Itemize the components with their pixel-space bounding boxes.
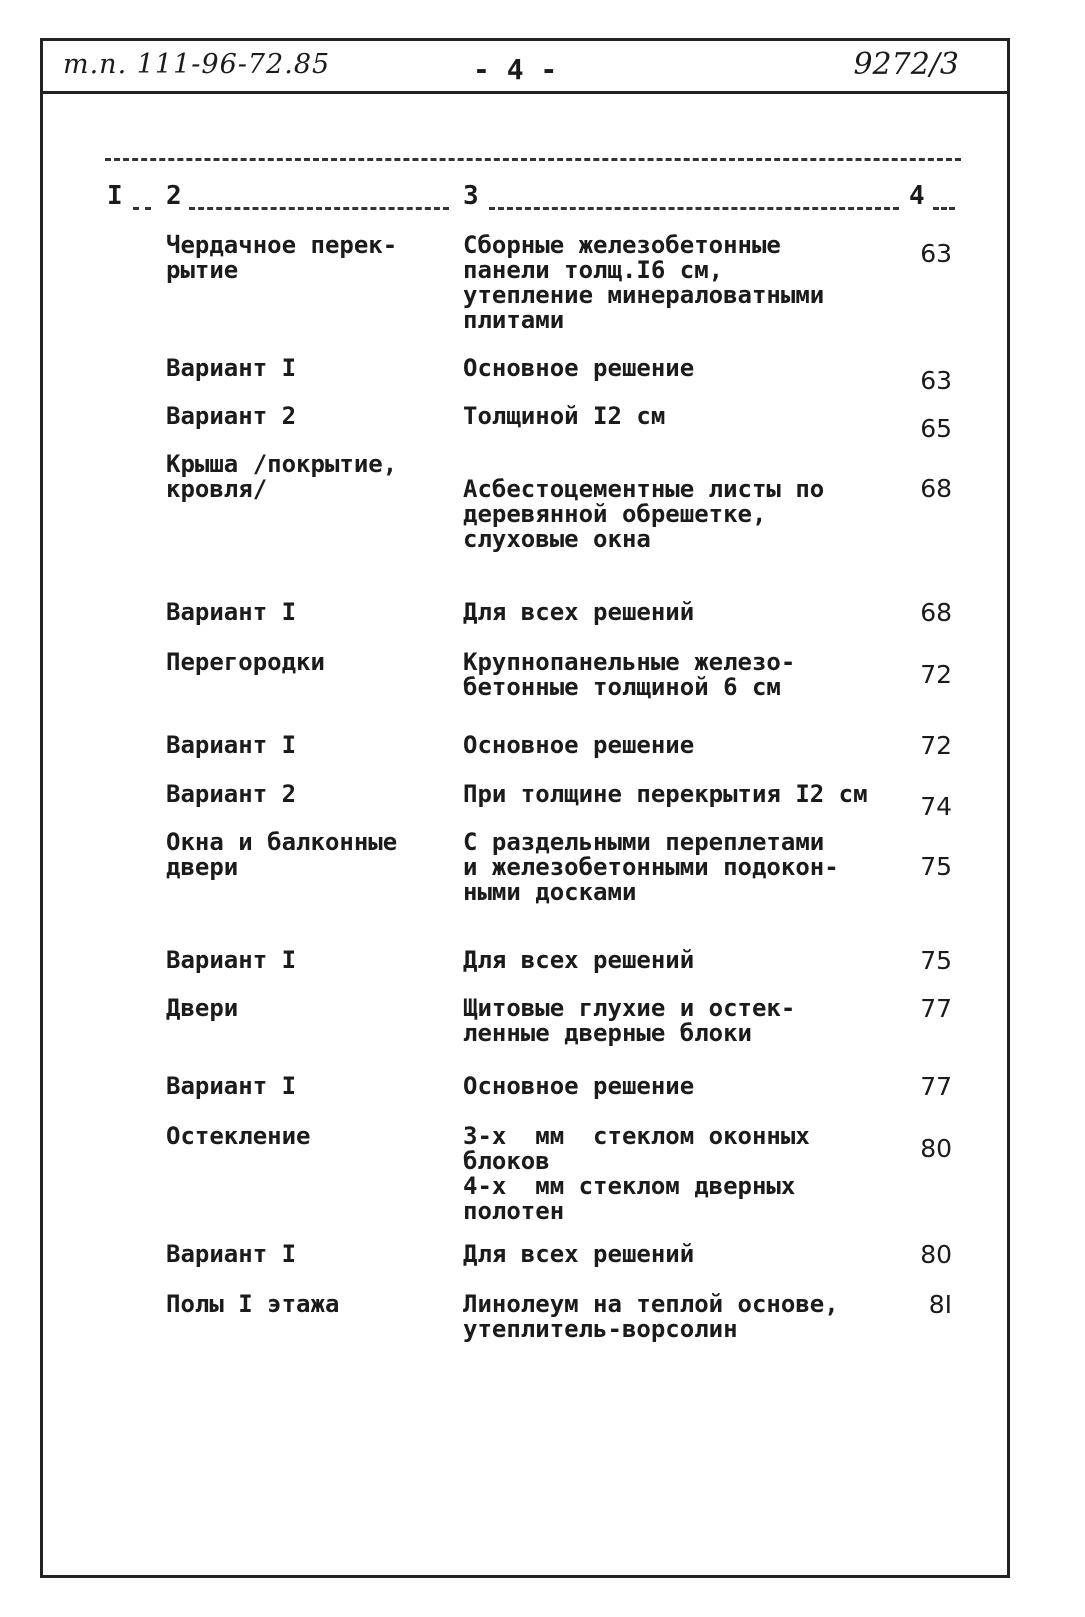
item-page: 63 xyxy=(920,239,952,268)
item-description xyxy=(463,996,903,1046)
item-name xyxy=(166,404,446,429)
item-description-line: ными досками xyxy=(463,878,637,906)
item-name-line: Полы I этажа xyxy=(166,1290,340,1318)
column-header-1: I xyxy=(107,181,123,211)
item-description-line: Для всех решений xyxy=(463,598,695,626)
item-name-line: Перегородки xyxy=(166,648,325,676)
item-name xyxy=(166,996,446,1021)
table-top-rule xyxy=(105,158,961,161)
item-page: 63 xyxy=(920,366,952,395)
item-page: 75 xyxy=(920,852,952,881)
column-header-4: 4 xyxy=(909,181,925,211)
item-description-line: ленные дверные блоки xyxy=(463,1019,752,1047)
page-frame xyxy=(40,38,1010,1578)
item-description xyxy=(463,452,903,552)
item-name-line: Вариант 2 xyxy=(166,402,297,430)
item-description xyxy=(463,782,903,807)
item-description-line: утепление минераловатными xyxy=(463,281,825,309)
item-name xyxy=(166,1124,446,1149)
header-divider xyxy=(43,91,1007,94)
item-description-line: Для всех решений xyxy=(463,1240,695,1268)
item-description-line: полотен xyxy=(463,1197,565,1225)
item-description-line: Основное решение xyxy=(463,1072,695,1100)
item-description-line: Сборные железобетонные xyxy=(463,231,781,259)
item-name-line: Вариант I xyxy=(166,1240,297,1268)
item-description xyxy=(463,948,903,973)
item-name-line: кровля/ xyxy=(166,475,268,503)
column-header-dash xyxy=(189,207,449,210)
item-page: 80 xyxy=(920,1134,952,1163)
item-page: 72 xyxy=(920,660,952,689)
item-description xyxy=(463,356,903,381)
item-description-line: Линолеум на теплой основе, xyxy=(463,1290,839,1318)
item-description-line: Основное решение xyxy=(463,354,695,382)
item-description-line: панели толщ.I6 см, xyxy=(463,256,724,284)
item-description-line: При толщине перекрытия I2 см xyxy=(463,780,868,808)
item-name-line: Вариант I xyxy=(166,354,297,382)
item-page: 68 xyxy=(920,474,952,503)
item-page: 68 xyxy=(920,598,952,627)
item-description-line: Толщиной I2 см xyxy=(463,402,666,430)
item-description-line: плитами xyxy=(463,306,565,334)
item-description xyxy=(463,650,903,700)
item-name xyxy=(166,650,446,675)
item-name xyxy=(166,452,446,502)
sheet-code: 9272/3 xyxy=(853,47,959,82)
column-header-dash xyxy=(933,207,955,210)
item-page: 65 xyxy=(920,414,952,443)
item-name-line: Вариант I xyxy=(166,1072,297,1100)
item-name-line: Остекление xyxy=(166,1122,311,1150)
item-page: 77 xyxy=(920,1072,952,1101)
item-description-line: Основное решение xyxy=(463,731,695,759)
item-name xyxy=(166,600,446,625)
item-description-line: слуховые окна xyxy=(463,525,651,553)
item-name-line: Вариант 2 xyxy=(166,780,297,808)
item-description-line: Крупнопанельные железо- xyxy=(463,648,796,676)
item-name-line: Двери xyxy=(166,994,239,1022)
item-description xyxy=(463,600,903,625)
item-page: 74 xyxy=(920,792,952,821)
item-page: 72 xyxy=(920,731,952,760)
item-description-line: 4-х мм стеклом дверных xyxy=(463,1172,796,1200)
item-name xyxy=(166,733,446,758)
document-code: т.п. 111-96-72.85 xyxy=(63,49,331,80)
item-description xyxy=(463,830,903,905)
item-description xyxy=(463,233,903,333)
item-description xyxy=(463,404,903,429)
item-page: 75 xyxy=(920,946,952,975)
item-description-line: утеплитель-ворсолин xyxy=(463,1315,738,1343)
item-description-line: деревянной обрешетке, xyxy=(463,500,767,528)
column-header-dash xyxy=(489,207,899,210)
item-name xyxy=(166,1074,446,1099)
item-description-line: и железобетонными подокон- xyxy=(463,853,839,881)
item-description-line: Щитовые глухие и остек- xyxy=(463,994,796,1022)
item-page: 80 xyxy=(920,1240,952,1269)
item-name-line: Окна и балконные xyxy=(166,828,398,856)
item-page: 77 xyxy=(920,994,952,1023)
page-number: - 4 - xyxy=(473,53,558,86)
item-description-line xyxy=(463,452,903,477)
item-name-line: Вариант I xyxy=(166,946,297,974)
item-name xyxy=(166,1292,446,1317)
item-name-line: Чердачное перек- xyxy=(166,231,398,259)
item-description xyxy=(463,1292,903,1342)
item-description-line: бетонные толщиной 6 см xyxy=(463,673,781,701)
item-name xyxy=(166,948,446,973)
item-name xyxy=(166,233,446,283)
item-name xyxy=(166,830,446,880)
item-description-line: Для всех решений xyxy=(463,946,695,974)
item-description xyxy=(463,733,903,758)
item-description xyxy=(463,1074,903,1099)
item-description-line: Асбестоцементные листы по xyxy=(463,475,825,503)
item-name-line: Крыша /покрытие, xyxy=(166,450,398,478)
item-description-line: 3-х мм стеклом оконных xyxy=(463,1122,810,1150)
item-description-line: блоков xyxy=(463,1147,550,1175)
item-name xyxy=(166,356,446,381)
item-name-line: двери xyxy=(166,853,239,881)
item-name-line: Вариант I xyxy=(166,731,297,759)
item-name-line: рытие xyxy=(166,256,239,284)
item-description xyxy=(463,1242,903,1267)
column-header-2: 2 xyxy=(166,181,182,211)
column-header-dash xyxy=(133,207,151,210)
item-name-line: Вариант I xyxy=(166,598,297,626)
item-description-line: С раздельными переплетами xyxy=(463,828,825,856)
item-page: 8I xyxy=(928,1290,952,1319)
item-description xyxy=(463,1124,903,1224)
item-name xyxy=(166,1242,446,1267)
column-header-3: 3 xyxy=(463,181,479,211)
item-name xyxy=(166,782,446,807)
